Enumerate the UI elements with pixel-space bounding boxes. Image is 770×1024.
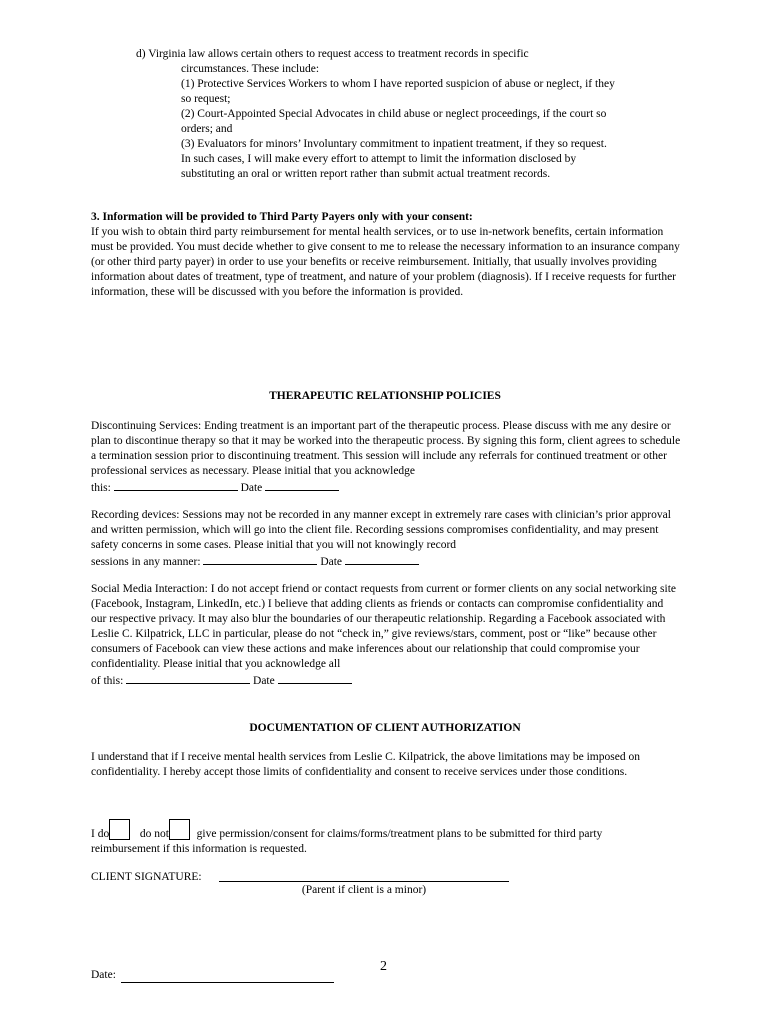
discontinuing-services xyxy=(91,419,681,496)
discontinuing-date-label: Date xyxy=(240,482,263,494)
page-number: 2 xyxy=(380,959,387,974)
signature-note: (Parent if client is a minor) xyxy=(301,884,427,896)
recording-date-label: Date xyxy=(320,556,343,568)
social-end: of this: xyxy=(91,675,124,687)
social-date-field[interactable] xyxy=(278,672,352,684)
client-signature-label: CLIENT SIGNATURE: xyxy=(91,871,202,883)
discontinuing-date-field[interactable] xyxy=(265,479,339,491)
signature-date-field[interactable] xyxy=(121,982,334,983)
client-signature-field[interactable] xyxy=(219,881,509,882)
signature-date-label: Date: xyxy=(91,969,116,981)
section-3-body: If you wish to obtain third party reimbursement for mental health services, or to use in-network benefits, certain information must be provided. You must decide whether to give consent to me to release the necessary information to an insurance company (or other third party payer) in order to use your benefits or receive reimbursement. Initially, that usually involves providing information about dates of treatment, type of treatment, and nature of your problem (diagnosis). If I receive requests for further information, these will be discussed with you before the information is provided. xyxy=(91,226,680,298)
permission-text: give permission/consent for claims/forms/treatment plans to be submitted for third party xyxy=(196,828,603,840)
item-d-intro: circumstances. These include: xyxy=(181,63,320,75)
social-media-interaction xyxy=(91,582,681,689)
recording-initial-field[interactable] xyxy=(203,553,317,565)
section-3 xyxy=(91,210,681,300)
do-not-label: do not xyxy=(139,828,169,840)
permission-row xyxy=(91,819,681,857)
i-do-checkbox[interactable] xyxy=(109,819,130,840)
social-initial-field[interactable] xyxy=(126,672,250,684)
recording-text: Recording devices: Sessions may not be recorded in any manner except in extremely rare cases with clinician’s prior approval and written permission, which will go into the client file. Recording sessions compromises confidentiality, and may present safety concerns in some cases. Please initial that you will not knowingly record xyxy=(91,509,671,551)
recording-devices xyxy=(91,508,681,570)
discontinuing-initial-field[interactable] xyxy=(114,479,238,491)
recording-date-field[interactable] xyxy=(345,553,419,565)
therapeutic-heading: THERAPEUTIC RELATIONSHIP POLICIES xyxy=(269,390,501,402)
recording-end: sessions in any manner: xyxy=(91,556,201,568)
discontinuing-end: this: xyxy=(91,482,111,494)
do-not-checkbox[interactable] xyxy=(169,819,190,840)
item-d-sub-1: (1) Protective Services Workers to whom I have reported suspicion of abuse or neglect, if they so request; xyxy=(181,78,615,105)
permission-text-2: reimbursement if this information is requested. xyxy=(91,843,307,855)
item-d-sub-3: (3) Evaluators for minors’ Involuntary commitment to inpatient treatment, if they so request. In such cases, I will make every effort to attempt to limit the information disclosed by substituting an oral or written report rather than submit actual treatment records. xyxy=(181,138,607,180)
section-3-heading: 3. Information will be provided to Third Party Payers only with your consent: xyxy=(91,211,473,223)
item-d-lead: d) Virginia law allows certain others to request access to treatment records in specific xyxy=(136,48,529,60)
item-d-records-access xyxy=(136,47,616,182)
authorization-body: I understand that if I receive mental health services from Leslie C. Kilpatrick, the above limitations may be imposed on confidentiality. I hereby accept those limits of confidentiality and consent to receive services under those conditions. xyxy=(91,751,640,778)
discontinuing-text: Discontinuing Services: Ending treatment is an important part of the therapeutic process. Please discuss with me any desire or plan to discontinue therapy so that it may be worked into the therapeutic process. By signing this form, client agrees to schedule a termination session prior to discontinuing treatment. This session will include any referrals for continued treatment or other professional services as necessary. Please initial that you acknowledge xyxy=(91,420,681,477)
social-text: Social Media Interaction: I do not accept friend or contact requests from current or former clients on any social networking site (Facebook, Instagram, LinkedIn, etc.) I believe that adding clients as friends or contacts can compromise confidentiality and our respective privacy. It may also blur the boundaries of our therapeutic relationship. Regarding a Facebook associated with Leslie C. Kilpatrick, LLC in particular, please do not “check in,” give reviews/stars, comment, post or “like” because other consumers of Facebook can view these actions and make inferences about our relationship that could compromise your confidentiality. Please initial that you acknowledge all xyxy=(91,583,677,670)
i-do-label: I do xyxy=(91,828,110,840)
authorization-heading: DOCUMENTATION OF CLIENT AUTHORIZATION xyxy=(249,722,521,734)
social-date-label: Date xyxy=(253,675,275,687)
item-d-sub-2: (2) Court-Appointed Special Advocates in child abuse or neglect proceedings, if the court so orders; and xyxy=(181,108,607,135)
